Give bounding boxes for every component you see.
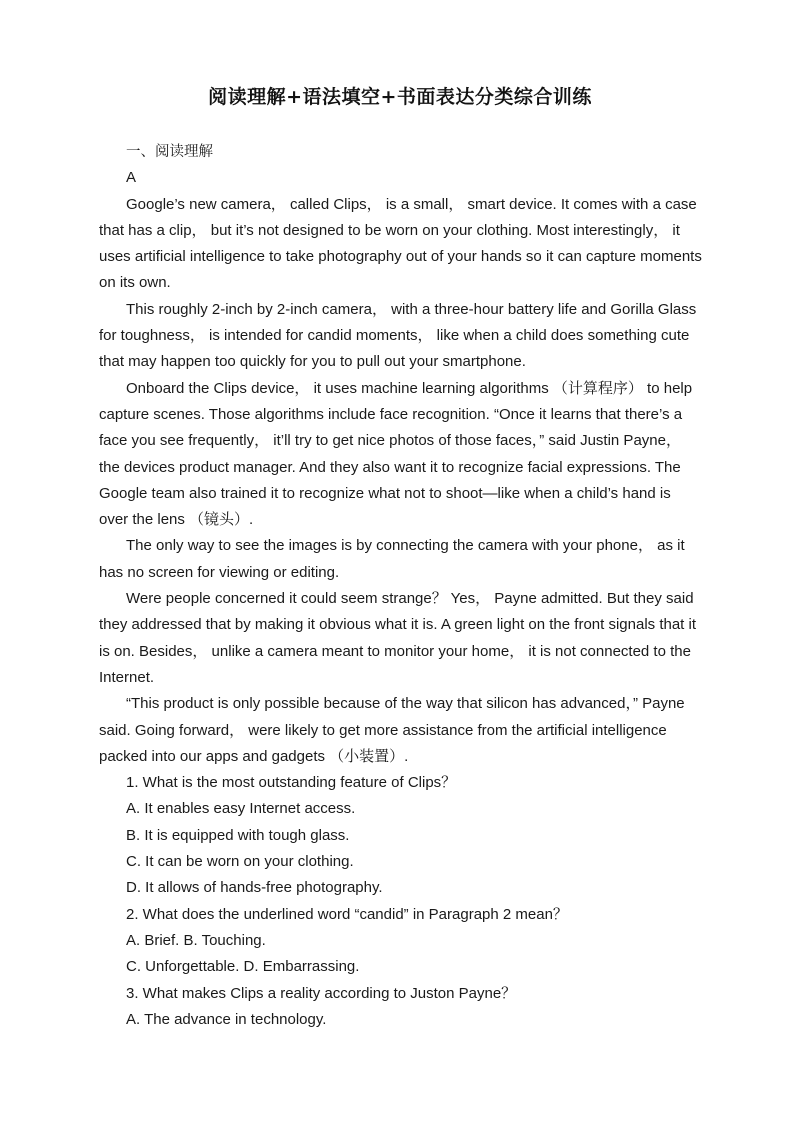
question-2-options-ab: A. Brief. B. Touching.: [126, 931, 266, 949]
question-1-option-b: B. It is equipped with tough glass.: [126, 826, 350, 844]
question-2-options-cd: C. Unforgettable. D. Embarrassing.: [126, 958, 360, 976]
question-3: 3. What makes Clips a reality according to Juston Payne？: [126, 984, 517, 1002]
question-1-option-a: A. It enables easy Internet access.: [126, 800, 356, 818]
paragraph-5: Were people concerned it could seem strange？ Yes， Payne admitted. But they said they addressed that by making it obvious what it is. A green light on the front signals that it is on. Besides， unlike a camera meant to monitor your home， it is not connected to the Internet.: [99, 590, 697, 686]
paragraph-6: “This product is only possible because of the way that silicon has advanced，” Payne said. Going forward， were likely to get more assistance from the artificial intelligence packed into our apps and gadgets （小装置）.: [99, 695, 685, 765]
question-1: 1. What is the most outstanding feature of Clips？: [126, 774, 457, 792]
question-3-option-a: A. The advance in technology.: [126, 1010, 327, 1028]
question-1-option-d: D. It allows of hands-free photography.: [126, 879, 383, 897]
question-1-option-c: C. It can be worn on your clothing.: [126, 853, 354, 871]
paragraph-4: The only way to see the images is by connecting the camera with your phone， as it has no screen for viewing or editing.: [99, 537, 685, 581]
paragraph-1: Google’s new camera， called Clips， is a small， smart device. It comes with a case that has a clip， but it’s not designed to be worn on your clothing. Most interestingly， it uses artificial intelligence to take photography out of your hands so it can capture moments on its own.: [99, 195, 702, 292]
document-body: [99, 139, 702, 1033]
section-heading: 一、阅读理解: [126, 144, 213, 160]
paragraph-3: Onboard the Clips device， it uses machine learning algorithms （计算程序） to help capture scenes. Those algorithms include face recognition. “Once it learns that there’s a face you see frequently， it’ll try to get nice photos of those faces，” said Justin Payne， the devices product manager. And they also want it to recognize facial expressions. The Google team also trained it to recognize what not to shoot—like when a child’s hand is over the lens （镜头）.: [99, 379, 693, 529]
passage-label: A: [126, 169, 137, 187]
document-title: 阅读理解+语法填空+书面表达分类综合训练: [208, 86, 592, 108]
question-2: 2. What does the underlined word “candid” in Paragraph 2 mean？: [126, 905, 568, 923]
paragraph-2: This roughly 2-inch by 2-inch camera， with a three-hour battery life and Gorilla Glass for toughness， is intended for candid moments， like when a child does something cute that may happen too quickly for you to pull out your smartphone.: [99, 300, 697, 371]
